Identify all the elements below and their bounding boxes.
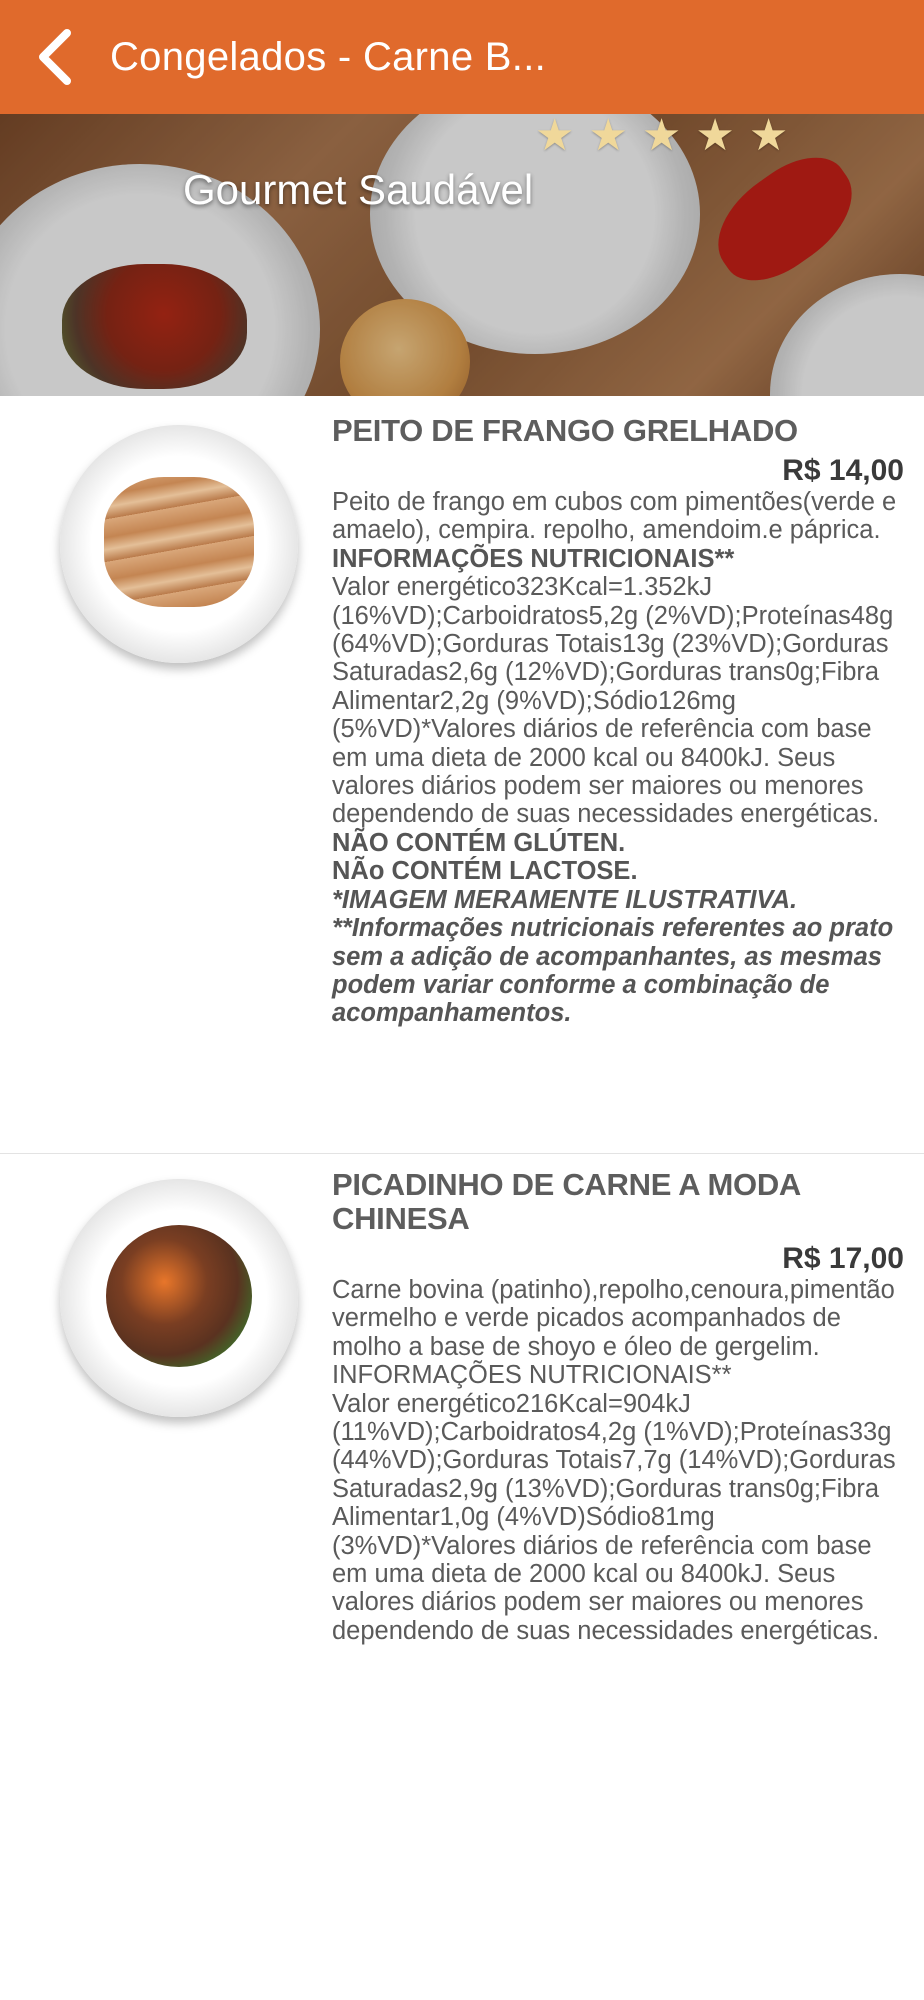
product-price: R$ 14,00 (782, 454, 904, 487)
product-item[interactable] (0, 1154, 924, 1954)
description-line: Valor energético323Kcal=1.352kJ (16%VD);Carboidratos5,2g (2%VD);Proteínas48g (64%VD);Gorduras Totais13g (23%VD);Gorduras Saturadas2,6g (12%VD);Gorduras trans0g;Fibra Alimentar2,2g (9%VD);Sódio126mg (5%VD)*Valores diários de referência com base em uma dieta de 2000 kcal ou 8400kJ. Seus valores diários podem ser maiores ou menores dependendo de suas necessidades energéticas. (332, 573, 894, 829)
product-image (60, 425, 298, 663)
description-line: INFORMAÇÕES NUTRICIONAIS** (332, 544, 735, 573)
star-icon: ★ (748, 114, 789, 160)
description-line: Peito de frango em cubos com pimentões(verde e amaelo), cempira. repolho, amendoim.e páprica. (332, 488, 897, 545)
star-icon: ★ (535, 114, 575, 160)
product-item[interactable] (0, 396, 924, 1154)
description-line: NÃo CONTÉM LACTOSE. (332, 857, 638, 886)
product-name: PICADINHO DE CARNE A MODA CHINESA (332, 1167, 800, 1236)
chevron-left-icon (35, 27, 75, 87)
star-icon: ★ (588, 114, 628, 160)
description-line: INFORMAÇÕES NUTRICIONAIS** (332, 1361, 732, 1390)
product-name: PEITO DE FRANGO GRELHADO (332, 413, 798, 448)
description-line: Carne bovina (patinho),repolho,cenoura,pimentão vermelho e verde picados acompanhados de molho a base de shoyo e óleo de gergelim. (332, 1276, 895, 1361)
product-info (332, 1168, 904, 1645)
product-image (60, 1179, 298, 1417)
page-title: Congelados - Carne B... (110, 34, 547, 79)
product-list (0, 396, 924, 1954)
product-description (332, 488, 904, 1028)
rating-stars (535, 114, 788, 158)
star-icon: ★ (695, 114, 735, 160)
chicken-food-image (104, 477, 254, 607)
beef-stew-food-image (106, 1225, 252, 1367)
star-icon: ★ (641, 114, 682, 160)
description-line: Valor energético216Kcal=904kJ (11%VD);Carboidratos4,2g (1%VD);Proteínas33g (44%VD);Gorduras Totais7,7g (14%VD);Gorduras Saturadas2,9g (13%VD);Gorduras trans0g;Fibra Alimentar1,0g (4%VD)Sódio81mg (3%VD)*Valores diários de referência com base em uma dieta de 2000 kcal ou 8400kJ. Seus valores diários podem ser maiores ou menores dependendo de suas necessidades energéticas. (332, 1389, 896, 1645)
product-price: R$ 17,00 (782, 1242, 904, 1275)
description-line: *IMAGEM MERAMENTE ILUSTRATIVA. (332, 885, 798, 914)
store-name: Gourmet Saudável (183, 166, 534, 213)
description-line: NÃO CONTÉM GLÚTEN. (332, 828, 626, 857)
back-button[interactable] (0, 0, 110, 114)
product-info (332, 414, 904, 1028)
store-banner (0, 114, 924, 396)
product-description (332, 1276, 904, 1645)
description-line: **Informações nutricionais referentes ao prato sem a adição de acompanhantes, as mesmas podem variar conforme a combinação de acompanhamentos. (332, 914, 894, 1028)
app-bar (0, 0, 924, 114)
